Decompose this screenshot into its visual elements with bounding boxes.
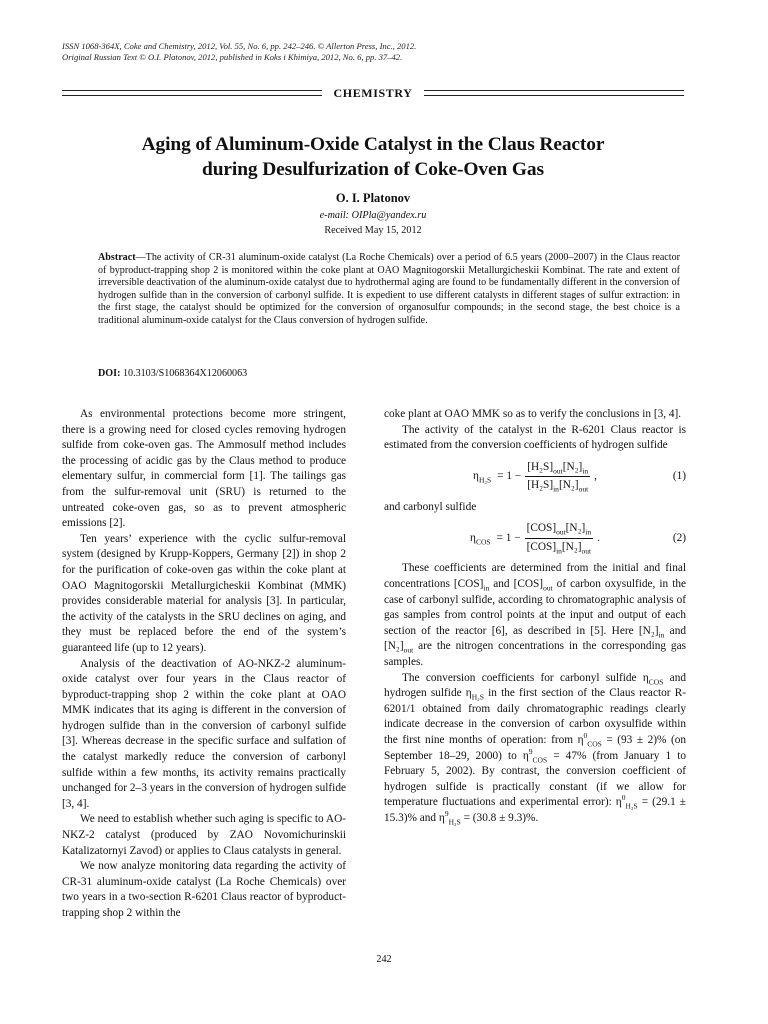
abstract-label: Abstract <box>98 252 136 263</box>
journal-header-line2: Original Russian Text © O.I. Platonov, 2012, published in Koks i Khimiya, 2012, No. 6, pp. 37–42. <box>62 52 403 62</box>
paragraph: We need to establish whether such aging is specific to AO-NKZ-2 catalyst (produced by ZAO Novomichurinskii Katalizatornyi Zavod) or applies to Claus catalysts in general. <box>62 813 346 857</box>
paper-title-line2: during Desulfurization of Coke-Oven Gas <box>202 159 544 180</box>
equation-lhs: $\eta_{COS}$ <box>470 531 491 546</box>
abstract <box>98 252 680 328</box>
left-column <box>62 407 346 922</box>
equation-number: (1) <box>672 469 686 482</box>
paragraph: Analysis of the deactivation of AO-NKZ-2 aluminum-oxide catalyst over four years in the Claus reactor of byproduct-trapping shop 2 within the coke plant at OAO MMK indicates that its aging is different in the conversion of hydrogen sulfide than in the conversion of carbonyl sulfide [3]. Whereas decrease in the specific surface and sulfation of the catalyst markedly reduce the conversion of carbonyl sulfide within a few months, its activity remains practically unchanged for 2–3 years in the conversion of hydrogen sulfide [3, 4]. <box>62 657 346 810</box>
journal-header <box>62 41 722 63</box>
received-date: Received May 15, 2012 <box>324 225 422 236</box>
journal-header-line1: ISSN 1068-364X, Coke and Chemistry, 2012, Vol. 55, No. 6, pp. 242–246. © Allerton Press, Inc., 2012. <box>62 41 417 51</box>
paragraph: coke plant at OAO MMK so as to verify the conclusions in [3, 4]. <box>384 408 682 420</box>
paragraph: We now analyze monitoring data regarding the activity of CR-31 aluminum-oxide catalyst (La Roche Chemicals) over two years in a two-section R-6201 Claus reactor of byproduct-trapping shop 2 within the <box>62 860 346 919</box>
doi <box>98 368 680 379</box>
paper-title <box>62 132 684 182</box>
equation-prefix: = 1 − <box>496 531 521 544</box>
paragraph: The conversion coefficients for carbonyl sulfide $\eta_{COS}$ and hydrogen sulfide $\eta_{H_2S}$ in the first section of the Claus reactor R-6201/1 obtained from daily chromatographic readings clearly indicate decrease in the conversion of carbon oxysulfide within the first nine months of operation: from $\eta^0_{COS} = (93 \pm 2)\%$ (on September 18–29, 2000) to $\eta^9_{COS} = 47\%$ (from January 1 to February 5, 2002). By contrast, the conversion coefficient of hydrogen sulfide is practically constant (if we allow for temperature fluctuations and experimental error): $\eta^0_{H_2S} = (29.1 \pm 15.3)\%$ and $\eta^9_{H_2S} = (30.8 \pm 9.3)\%$. <box>384 671 687 827</box>
page-number: 242 <box>376 954 392 965</box>
author-name: O. I. Platonov <box>335 191 411 205</box>
paragraph: The activity of the catalyst in the R-6201 Claus reactor is estimated from the conversion coefficients of hydrogen sulfide <box>384 423 686 452</box>
doi-label: DOI: <box>98 368 121 379</box>
equation-fraction <box>525 460 590 494</box>
author-email: e-mail: OIPla@yandex.ru <box>319 210 427 221</box>
equation-suffix: . <box>597 531 600 544</box>
equation-denominator: $[H_2S]_{in}[N_2]_{out}$ <box>527 479 589 494</box>
right-column <box>384 407 686 826</box>
equation-1 <box>384 456 686 498</box>
equation-suffix: , <box>594 469 597 482</box>
equation-lhs: $\eta_{H_2S}$ <box>473 469 492 485</box>
section-heading <box>62 87 684 101</box>
doi-value: 10.3103/S1068364X12060063 <box>122 368 248 379</box>
section-label: CHEMISTRY <box>333 86 413 100</box>
paper-title-line1: Aging of Aluminum-Oxide Catalyst in the Claus Reactor <box>141 134 605 155</box>
equation-numerator: $[COS]_{out}[N_2]_{in}$ <box>525 521 594 539</box>
paragraph: and carbonyl sulfide <box>384 500 477 513</box>
abstract-text: —The activity of CR-31 aluminum-oxide catalyst (La Roche Chemicals) over a period of 6.5 years (2000–2007) in the Claus reactor of byproduct-trapping shop 2 is monitored within the coke plant at OAO Magnitogorskii Metallurgicheskii Kombinat. The rate and extent of irreversible deactivation of the aluminum-oxide catalyst due to hydrothermal aging are found to be fundamentally different in the conversion of hydrogen sulfide than in the conversion of carbonyl sulfide. It is expedient to use different catalysts in different stages of sulfur extraction: in the first stage, the catalyst should be optimized for the conversion of organosulfur compounds; in the second stage, the best choice is a traditional aluminum-oxide catalyst for the Claus conversion of hydrogen sulfide. <box>98 252 680 326</box>
equation-numerator: $[H_2S]_{out}[N_2]_{in}$ <box>525 460 590 478</box>
equation-number: (2) <box>672 531 686 544</box>
paragraph: These coefficients are determined from the initial and final concentrations $[COS]_{in}$ and $[COS]_{out}$ of carbon oxysulfide, in the case of carbonyl sulfide, according to chromatographic analysis of gas samples from control points at the input and output of each section of the reactor [6], as described in [5]. Here $[N_2]_{in}$ and $[N_2]_{out}$ are the nitrogen concentrations in the corresponding gas samples. <box>384 562 686 668</box>
paragraph: As environmental protections become more stringent, there is a growing need for closed cycles removing hydrogen sulfide from coke-oven gas. The Ammosulf method includes the processing of acidic gas by the Claus method to produce elementary sulfur, in commercial form [1]. The tailings gas from the sulfur-removal unit (SRU) is returned to the untreated coke-oven gas, so as to prevent atmospheric emissions [2]. <box>62 408 346 530</box>
equation-prefix: = 1 − <box>497 469 522 482</box>
paragraph: Ten years’ experience with the cyclic sulfur-removal system (designed by Krupp-Koppers, Germany [2]) in shop 2 for the purification of coke-oven gas within the coke plant at OAO Magnitogorskii Metallurgicheskii Kombinat (MMK) provides considerable material for analysis [3]. In particular, the activity of the catalysts in the SRU declines on aging, and they must be replaced before the end of the system’s guaranteed life (up to 12 years). <box>62 532 346 654</box>
equation-2 <box>384 517 686 559</box>
equation-denominator: $[COS]_{in}[N_2]_{out}$ <box>526 540 592 556</box>
equation-fraction <box>525 521 594 555</box>
